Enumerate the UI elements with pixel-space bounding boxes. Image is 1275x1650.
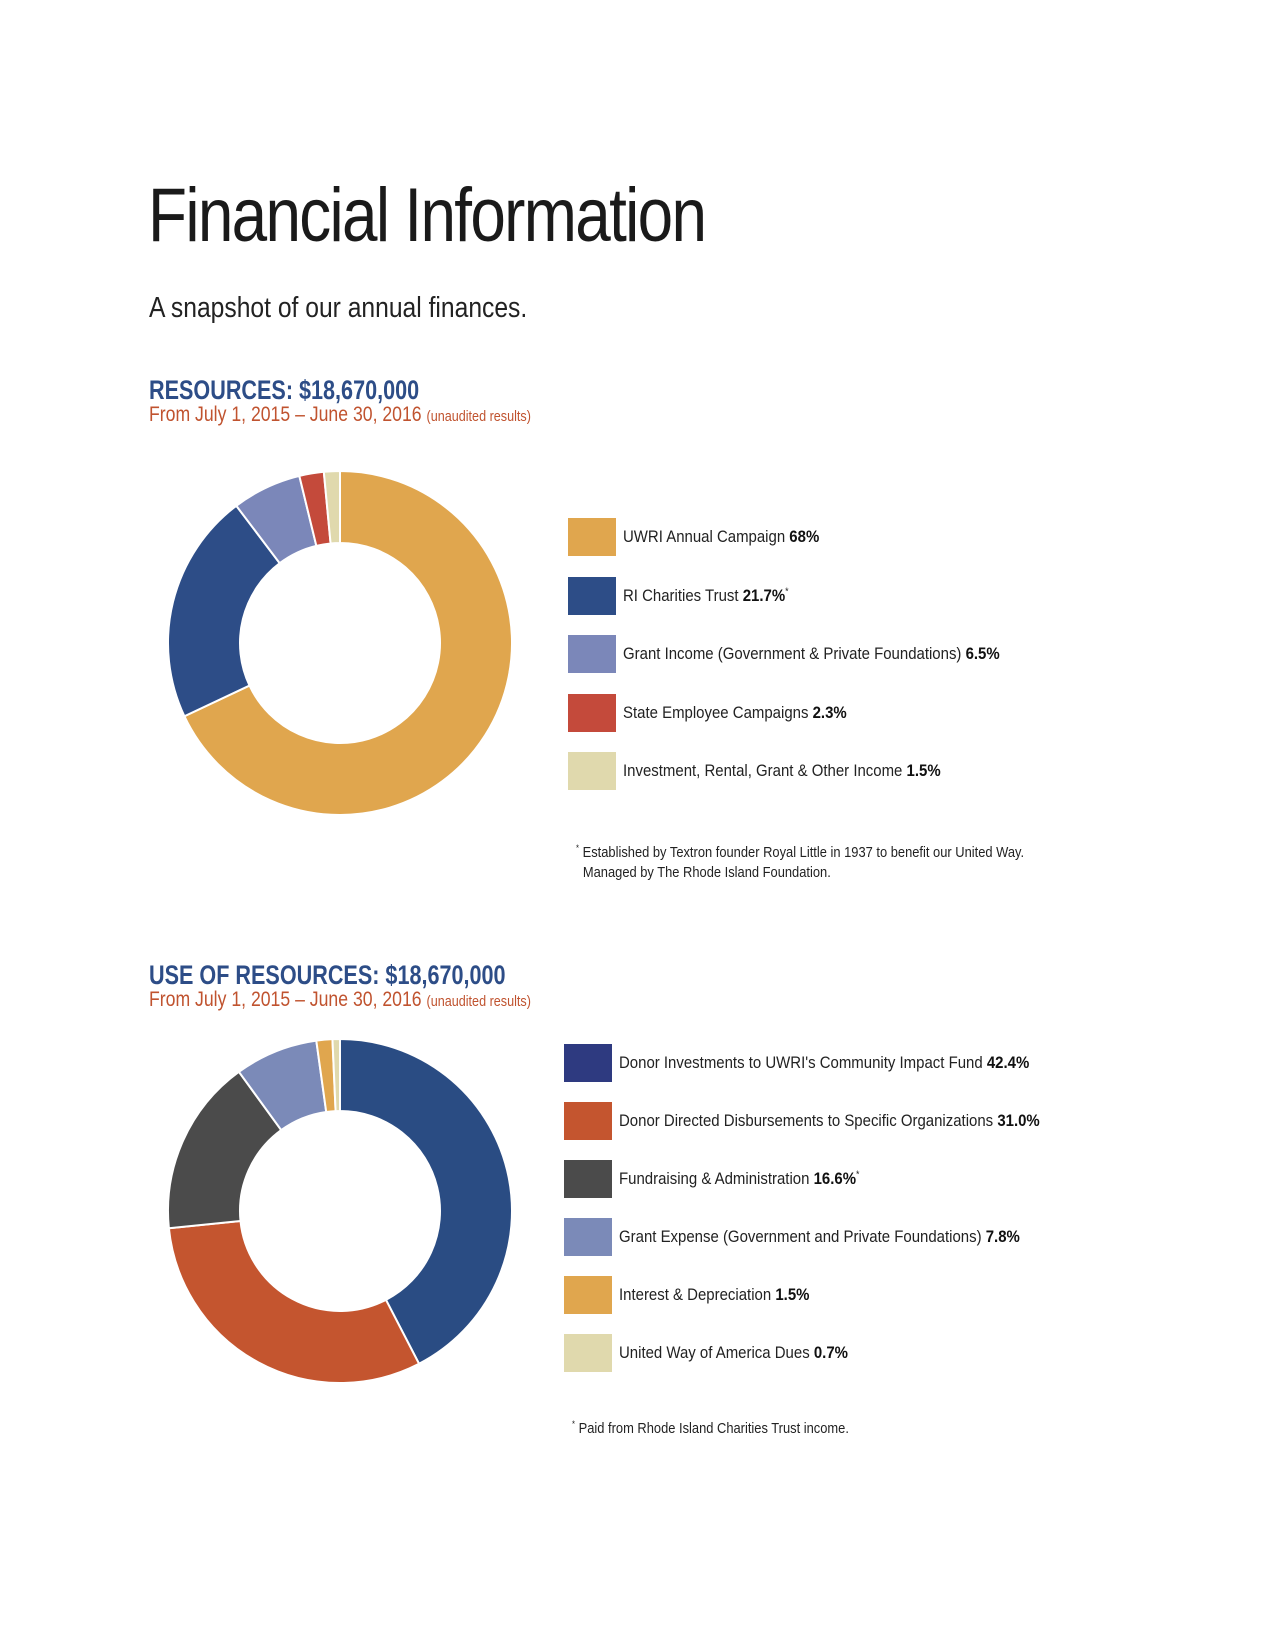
legend-footnote-marker: * xyxy=(785,585,789,597)
resources-footnote-line1: Established by Textron founder Royal Little in 1937 to benefit our United Way. xyxy=(582,844,1025,861)
legend-label-text: State Employee Campaigns xyxy=(623,702,813,722)
resources-period xyxy=(149,403,531,427)
legend-value: 0.7% xyxy=(813,1343,848,1362)
legend-label xyxy=(619,1343,848,1363)
legend-swatch xyxy=(564,1276,612,1314)
use-of-resources-period-dates: From July 1, 2015 – June 30, 2016 xyxy=(149,988,422,1011)
legend-value: 2.3% xyxy=(812,702,847,722)
legend-label-text: Grant Income (Government & Private Foundations) xyxy=(623,644,966,663)
legend-label-text: UWRI Annual Campaign xyxy=(623,527,790,546)
resources-heading: RESOURCES: $18,670,000 xyxy=(149,375,420,405)
footnote-asterisk: * xyxy=(572,1419,576,1429)
legend-swatch xyxy=(564,1102,612,1140)
legend-value: 68% xyxy=(789,527,820,546)
donut-slice-donor-directed-disbursements-to-specific-organizations xyxy=(169,1221,419,1383)
legend-swatch xyxy=(568,577,616,615)
legend-swatch xyxy=(564,1160,612,1198)
legend-value: 1.5% xyxy=(775,1285,810,1304)
use-of-resources-footnote xyxy=(572,1414,849,1439)
legend-label-text: Fundraising & Administration xyxy=(619,1169,814,1188)
legend-label xyxy=(619,1285,809,1305)
legend-value: 31.0% xyxy=(997,1111,1040,1130)
use-of-resources-heading: USE OF RESOURCES: $18,670,000 xyxy=(149,960,506,990)
legend-swatch xyxy=(564,1334,612,1372)
legend-footnote-marker: * xyxy=(855,1169,860,1181)
legend-value: 21.7% xyxy=(742,585,786,605)
legend-label xyxy=(623,527,819,547)
resources-footnote xyxy=(576,838,1024,883)
resources-legend xyxy=(568,518,1188,798)
use-of-resources-period-note: (unaudited results) xyxy=(426,993,531,1010)
legend-swatch xyxy=(564,1044,612,1082)
resources-period-note: (unaudited results) xyxy=(426,408,531,425)
legend-label-text: RI Charities Trust xyxy=(623,585,743,605)
legend-value: 1.5% xyxy=(906,761,941,780)
resources-donut-chart xyxy=(160,463,520,823)
page-title: Financial Information xyxy=(148,173,706,258)
legend-swatch xyxy=(564,1218,612,1256)
legend-swatch xyxy=(568,752,616,790)
legend-label xyxy=(623,761,941,781)
legend-label-text: Grant Expense (Government and Private Foundations) xyxy=(619,1227,986,1246)
legend-label xyxy=(623,703,847,723)
page-subtitle: A snapshot of our annual finances. xyxy=(149,292,528,324)
legend-label xyxy=(619,1111,1040,1131)
use-of-resources-legend xyxy=(564,1044,1204,1384)
legend-swatch xyxy=(568,635,616,673)
legend-label xyxy=(619,1227,1020,1247)
legend-value: 16.6% xyxy=(813,1169,856,1188)
legend-value: 6.5% xyxy=(965,644,1000,663)
use-of-resources-donut-chart xyxy=(160,1031,520,1391)
legend-value: 7.8% xyxy=(985,1227,1020,1246)
legend-label-text: Donor Investments to UWRI's Community Impact Fund xyxy=(619,1053,987,1072)
legend-label-text: Donor Directed Disbursements to Specific Organizations xyxy=(619,1111,998,1130)
legend-label xyxy=(619,1169,859,1189)
legend-swatch xyxy=(568,694,616,732)
legend-value: 42.4% xyxy=(986,1053,1030,1072)
legend-label-text: Interest & Depreciation xyxy=(619,1285,776,1304)
use-of-resources-footnote-line1: Paid from Rhode Island Charities Trust income. xyxy=(578,1420,849,1437)
resources-period-dates: From July 1, 2015 – June 30, 2016 xyxy=(149,403,422,426)
legend-label xyxy=(623,586,789,606)
resources-footnote-line2: Managed by The Rhode Island Foundation. xyxy=(582,864,831,881)
legend-label xyxy=(619,1053,1029,1073)
legend-label-text: United Way of America Dues xyxy=(619,1343,814,1362)
legend-label-text: Investment, Rental, Grant & Other Income xyxy=(623,761,907,780)
legend-label xyxy=(623,644,1000,664)
footnote-asterisk: * xyxy=(576,843,580,853)
legend-swatch xyxy=(568,518,616,556)
use-of-resources-period xyxy=(149,988,531,1012)
